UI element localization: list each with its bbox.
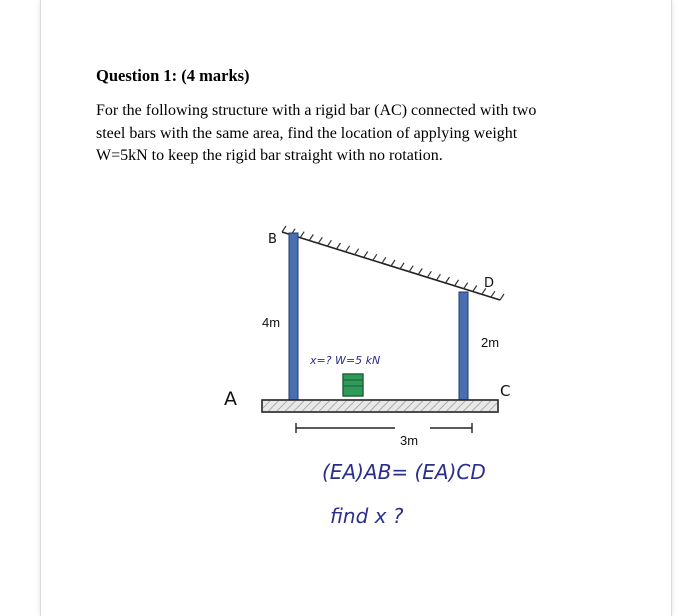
label-B: B (268, 232, 277, 247)
hatch-tick (364, 252, 368, 258)
label-A: A (224, 388, 237, 410)
top-support (282, 226, 504, 300)
weight-block (343, 374, 363, 396)
hatch-tick (309, 235, 313, 241)
hatch-tick (373, 254, 377, 260)
hatch-tick (300, 232, 304, 238)
hatch-tick (318, 237, 322, 243)
hatch-tick (346, 246, 350, 252)
hatch-tick (473, 286, 477, 292)
hatch-tick (436, 274, 440, 280)
length-AB: 4m (262, 315, 281, 330)
label-C: C (500, 382, 511, 400)
hatch-tick (464, 283, 468, 289)
question-line: For the following structure with a rigid bar (AC) connected with two (96, 102, 537, 119)
hatch-tick (491, 291, 495, 297)
hatch-tick (400, 263, 404, 269)
hatch-tick (355, 249, 359, 255)
label-D: D (484, 276, 495, 291)
hatch-tick (337, 243, 341, 249)
hatch-tick (418, 269, 422, 275)
hatch-tick (327, 240, 331, 246)
length-CD: 2m (481, 335, 500, 350)
rigid-bar-AC (262, 400, 498, 412)
find-note: find x ? (330, 504, 404, 528)
hatch-tick (282, 226, 286, 232)
hatch-tick (446, 277, 450, 283)
question-title: Question 1: (4 marks) (96, 66, 250, 85)
hatch-tick (391, 260, 395, 266)
hatch-tick (455, 280, 459, 286)
hatch-tick (382, 257, 386, 263)
bar-CD (459, 292, 468, 405)
stiffness-condition: (EA)AB= (EA)CD (322, 460, 486, 484)
span-dimension (296, 423, 472, 433)
span-label: 3m (400, 433, 419, 448)
bar-AB (289, 233, 298, 405)
question-line: W=5kN to keep the rigid bar straight with no rotation. (96, 147, 443, 164)
hatch-tick (427, 271, 431, 277)
hatch-tick (409, 266, 413, 272)
question-line: steel bars with the same area, find the location of applying weight (96, 124, 518, 142)
load-note: x=? W=5 kN (310, 354, 381, 367)
hatch-tick (500, 294, 504, 300)
